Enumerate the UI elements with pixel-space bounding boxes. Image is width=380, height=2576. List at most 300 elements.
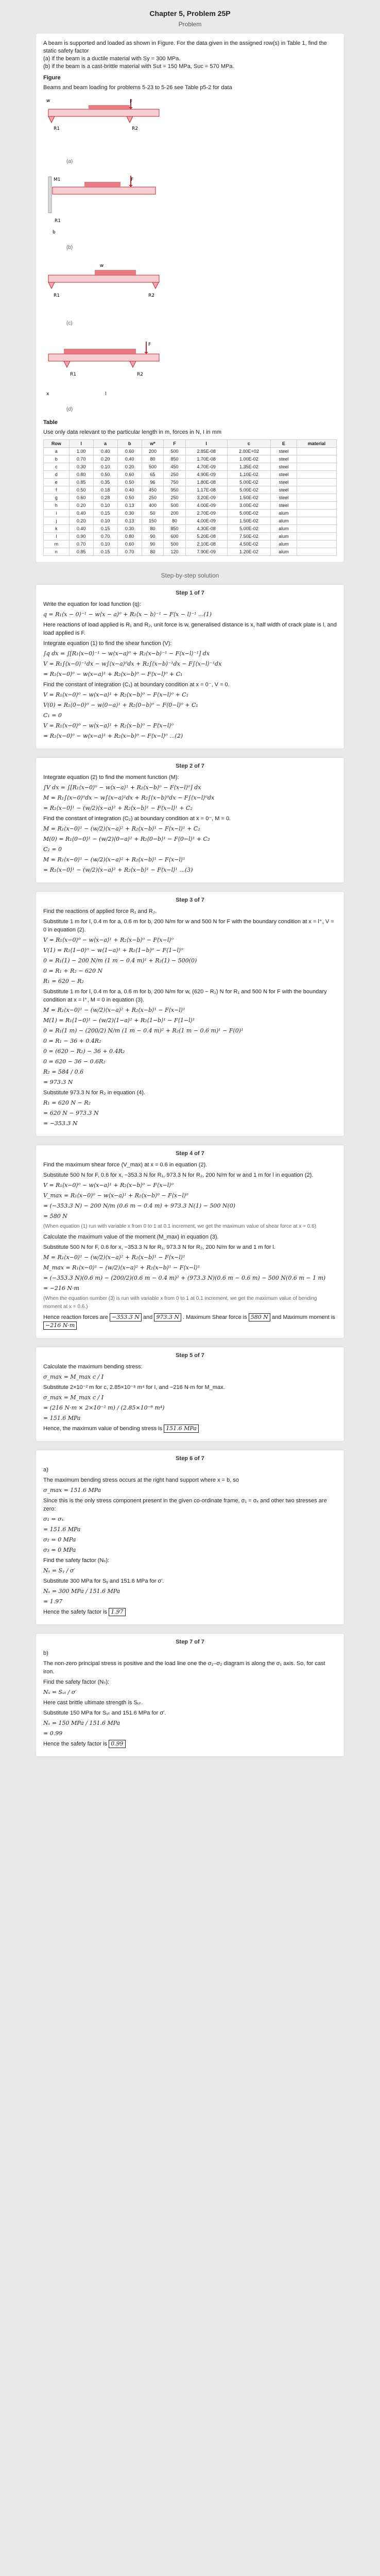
cell: 0.30 xyxy=(117,510,142,517)
step-5-heading: Step 5 of 7 xyxy=(176,1352,204,1359)
cell: 0.70 xyxy=(69,540,93,548)
step-6-line-11: Substitute 300 MPa for Sᵧ and 151.6 MPa for σ′. xyxy=(43,1578,164,1584)
cell: 0.10 xyxy=(93,517,117,525)
cell: a xyxy=(44,448,70,455)
step-4-line-8: Calculate the maximum value of the moment (M_max) in equation (3). xyxy=(43,1234,219,1240)
col-c: c xyxy=(227,440,271,448)
table-row xyxy=(44,455,337,463)
step-1-line-8: Find the constant of integration (C₁) at boundary condition at x = 0⁻, V = 0. xyxy=(43,682,230,688)
step-5-line-6: = 151.6 MPa xyxy=(43,1415,81,1421)
cell: 4.00E-09 xyxy=(185,502,227,510)
beam-b xyxy=(53,187,156,194)
step-6-line-10: Nₛ = Sᵧ / σ′ xyxy=(43,1567,75,1574)
cell: steel xyxy=(271,502,297,510)
step-2-line-8: C₂ = 0 xyxy=(43,846,62,853)
step-1-line-3: Here reactions of load applied is R₁ and R₂, unit force is w, generalised distance is x, half width of crack plate is l, and load applied is F. xyxy=(43,622,337,636)
label-b-b: b xyxy=(53,230,56,235)
solution-step-5 xyxy=(36,1347,344,1442)
label-F-a: F xyxy=(130,99,133,105)
col-E: E xyxy=(271,440,297,448)
cell: 0.70 xyxy=(93,533,117,540)
label-R1-d: R1 xyxy=(70,372,76,377)
cell: 2.70E-09 xyxy=(185,510,227,517)
distributed-load-a xyxy=(89,105,130,109)
cell: 450 xyxy=(142,486,164,494)
table-row xyxy=(44,525,337,533)
step-1-line-13: = R₁⟨x−0⟩⁰ − w⟨x−a⟩¹ + R₂⟨x−b⟩⁰ − F⟨x−l⟩⁰ ...(2) xyxy=(43,733,183,739)
step-6-line-3: σ_max = 151.6 MPa xyxy=(43,1487,101,1494)
cell: 1.10E-02 xyxy=(227,471,271,479)
step-6-line-13: = 1.97 xyxy=(43,1598,63,1605)
cell: 80 xyxy=(142,455,164,463)
step-6-line-1: a) xyxy=(43,1467,48,1473)
step-2-line-5: Find the constant of integration (C₂) at boundary condition at x = 0⁻, M = 0. xyxy=(43,816,231,822)
cell: 1.50E-02 xyxy=(227,517,271,525)
cell: m xyxy=(44,540,70,548)
step-4-result-shear-prefix: . Maximum Shear force is xyxy=(183,1314,247,1320)
figure-a-svg xyxy=(43,96,167,158)
result-moment-boxed: −216 N·m xyxy=(43,1321,77,1330)
step-2-line-9: M = R₁⟨x−0⟩¹ − (w/2)⟨x−a⟩² + R₂⟨x−b⟩¹ − F⟨x−l⟩¹ xyxy=(43,856,185,863)
step-7-line-1: b) xyxy=(43,1650,48,1656)
table-header-row xyxy=(44,440,337,448)
step-3-line-12: 0 = R₁ − 36 + 0.4R₂ xyxy=(43,1038,101,1044)
col-b: b xyxy=(117,440,142,448)
cell: 500 xyxy=(164,540,186,548)
step-5-result xyxy=(43,1425,337,1433)
cell: 1.80E-08 xyxy=(185,479,227,486)
step-7-line-3: Find the safety factor (Nₛ): xyxy=(43,1679,110,1685)
step-7-line-5: Here cast brittle ultimate strength is Sᵤₜ. xyxy=(43,1700,143,1706)
force-arrowhead-d xyxy=(144,352,148,354)
cell: c xyxy=(44,463,70,471)
cell: 0.80 xyxy=(69,471,93,479)
step-4-line-1: Find the maximum shear force (V_max) at x = 0.6 in equation (2). xyxy=(43,1162,208,1168)
step-4-line-13: = −216 N·m xyxy=(43,1285,79,1292)
cell xyxy=(297,455,336,463)
cell: n xyxy=(44,548,70,556)
step-3-line-19: = 620 N − 973.3 N xyxy=(43,1110,99,1116)
step-7-result xyxy=(43,1740,337,1748)
step-6-line-5: σ₁ = σₓ xyxy=(43,1516,64,1522)
step-3-line-1: Find the reactions of applied force R₁ and R₂. xyxy=(43,908,157,914)
cell xyxy=(297,540,336,548)
step-3-line-2: Substitute 1 m for l, 0.4 m for a, 0.6 m for b, 200 N/m for w and 500 N for F with the boundary condition at x = l⁺, V = 0 in equation (2). xyxy=(43,919,334,933)
table-row xyxy=(44,479,337,486)
step-4-result-prefix: Hence reaction forces are xyxy=(43,1314,108,1320)
cell: 0.20 xyxy=(69,517,93,525)
table-row xyxy=(44,533,337,540)
step-2-line-2: ∫V dx = ∫[R₁⟨x−0⟩⁰ − w⟨x−a⟩¹ + R₂⟨x−b⟩⁰ − F⟨x−l⟩⁰] dx xyxy=(43,784,201,791)
step-1-line-4: Integrate equation (1) to find the shear function (V): xyxy=(43,640,172,647)
cell: 0.70 xyxy=(117,548,142,556)
cell: 0.85 xyxy=(69,548,93,556)
result-bending-stress-boxed: 151.6 MPa xyxy=(164,1425,199,1433)
cell: 0.40 xyxy=(69,525,93,533)
cell: alum xyxy=(271,525,297,533)
step-2-line-4: = R₁⟨x−0⟩¹ − (w/2)⟨x−a⟩² + R₂⟨x−b⟩¹ − F⟨x−l⟩¹ + C₂ xyxy=(43,805,193,811)
step-6-result xyxy=(43,1608,337,1616)
cell xyxy=(297,486,336,494)
step-4-line-6: = 580 N xyxy=(43,1213,67,1219)
figure-b xyxy=(43,172,337,250)
cell: 400 xyxy=(142,502,164,510)
step-7-line-7: Nₛ = 150 MPa / 151.6 MPa xyxy=(43,1720,120,1726)
table-row xyxy=(44,540,337,548)
support-r2-c xyxy=(152,282,159,289)
cell: 1.00 xyxy=(69,448,93,455)
cell: 0.20 xyxy=(117,463,142,471)
cell: 50 xyxy=(142,510,164,517)
col-l: l xyxy=(69,440,93,448)
step-6-line-6: = 151.6 MPa xyxy=(43,1526,81,1533)
cell: i xyxy=(44,510,70,517)
step-3-line-10: M(1) = R₁⟨1−0⟩¹ − (w/2)⟨1−a⟩² + R₂⟨1−b⟩¹ − F⟨1−l⟩¹ xyxy=(43,1017,195,1024)
cell: 0.60 xyxy=(117,540,142,548)
cell: steel xyxy=(271,479,297,486)
table-body xyxy=(44,448,337,556)
cell: 1.70E-08 xyxy=(185,455,227,463)
cell xyxy=(297,548,336,556)
step-4-line-9: Substitute 500 N for F, 0.6 for x, −353.3 N for R₁, 973.3 N for R₂, 200 N/m for w and 1 m for l. xyxy=(43,1244,275,1250)
beam-d xyxy=(48,354,159,361)
solution-step-4 xyxy=(36,1145,344,1338)
figure-d xyxy=(43,333,337,412)
cell: 0.60 xyxy=(69,494,93,502)
step-4-result xyxy=(43,1313,337,1330)
figure-heading: Figure xyxy=(43,75,61,81)
cell: 250 xyxy=(164,471,186,479)
label-R2-d: R2 xyxy=(137,372,143,377)
figure-c xyxy=(43,258,337,326)
cell: 500 xyxy=(164,448,186,455)
solution-divider: Step-by-step solution xyxy=(161,572,219,579)
cell: 2.10E-08 xyxy=(185,540,227,548)
support-r1-c xyxy=(48,282,55,289)
cell: 0.10 xyxy=(93,502,117,510)
cell: 90 xyxy=(142,533,164,540)
cell: 1.20E-02 xyxy=(227,548,271,556)
step-1-line-12: V = R₁⟨x−0⟩⁰ − w⟨x−a⟩¹ + R₂⟨x−b⟩⁰ − F⟨x−l⟩⁰ xyxy=(43,722,174,729)
cell xyxy=(297,448,336,455)
cell: 0.18 xyxy=(93,486,117,494)
figure-caption: Beams and beam loading for problems 5-23 to 5-26 see Table p5-2 for data xyxy=(43,84,232,91)
cell: 4.50E-02 xyxy=(227,540,271,548)
cell: alum xyxy=(271,548,297,556)
support-r2-d xyxy=(130,361,136,367)
cell: 4.90E-09 xyxy=(185,471,227,479)
cell: steel xyxy=(271,455,297,463)
step-3-line-5: 0 = R₁(1) − 200 N/m (1 m − 0.4 m)¹ + R₂(1) − 500(0) xyxy=(43,957,197,964)
solution-step-1 xyxy=(36,584,344,749)
cell: 0.13 xyxy=(117,502,142,510)
figure-a xyxy=(43,96,337,164)
step-7-line-4: Nₛ = Sᵤₜ / σ′ xyxy=(43,1689,77,1696)
step-3-line-20: = −353.3 N xyxy=(43,1120,78,1127)
step-3-line-14: 0 = 620 − 36 − 0.6R₂ xyxy=(43,1058,106,1065)
cell: 0.60 xyxy=(117,448,142,455)
cell: 3.00E-02 xyxy=(227,502,271,510)
step-1-line-7: = R₁⟨x−0⟩⁰ − w⟨x−a⟩¹ + R₂⟨x−b⟩⁰ − F⟨x−l⟩⁰ + C₁ xyxy=(43,671,183,677)
solution-step-2 xyxy=(36,757,344,883)
figure-c-label: (c) xyxy=(66,320,73,326)
cell: steel xyxy=(271,486,297,494)
step-6-line-12: Nₛ = 300 MPa / 151.6 MPa xyxy=(43,1588,120,1595)
label-R2-c: R2 xyxy=(148,293,154,298)
step-4-line-14: (When the equation number (3) is run with variable x from 0 to 1 at 0.1 increment, we get the maximum value of bending moment at x = 0.6.) xyxy=(43,1296,317,1310)
cell: b xyxy=(44,455,70,463)
cell: alum xyxy=(271,517,297,525)
cell: 80 xyxy=(142,525,164,533)
label-w-c: w xyxy=(100,263,104,268)
table-heading: Table xyxy=(43,419,58,426)
step-1-line-9: V = R₁⟨x−0⟩⁰ − w⟨x−a⟩¹ + R₂⟨x−b⟩⁰ − F⟨x−l⟩⁰ + C₁ xyxy=(43,691,189,698)
step-3-line-16: = 973.3 N xyxy=(43,1079,73,1086)
step-3-line-4: V(1) = R₁⟨1−0⟩⁰ − w⟨1−a⟩¹ + R₂⟨1−b⟩⁰ − F⟨1−l⟩⁰ xyxy=(43,947,183,954)
cell: 1.17E-08 xyxy=(185,486,227,494)
page xyxy=(36,0,344,1792)
data-table xyxy=(43,439,337,556)
step-2-line-1: Integrate equation (2) to find the moment function (M): xyxy=(43,774,179,781)
step-6-line-9: Find the safety factor (Nₛ): xyxy=(43,1557,110,1564)
cell: 0.28 xyxy=(93,494,117,502)
table-row xyxy=(44,471,337,479)
problem-paragraph-1: A beam is supported and loaded as shown in Figure. For the data given in the assigned row(s) in Table 1, find the static safety factor xyxy=(43,40,327,54)
step-7-line-2: The non-zero principal stress is positive and the load line one the σ₁–σ₂ diagram is along the σ₁ axis. So, for cast iron. xyxy=(43,1660,325,1675)
step-3-line-6: 0 = R₁ + R₂ − 620 N xyxy=(43,968,103,974)
cell: 450 xyxy=(164,463,186,471)
figure-c-svg xyxy=(43,258,167,319)
cell: 0.20 xyxy=(93,455,117,463)
cell: 750 xyxy=(164,479,186,486)
cell: 200 xyxy=(142,448,164,455)
cell xyxy=(297,533,336,540)
table-note: Use only data relevant to the particular length in m, forces in N, I in mm xyxy=(43,429,222,435)
col-F: F xyxy=(164,440,186,448)
step-1-line-1: Write the equation for load function (q): xyxy=(43,601,141,607)
step-7-line-6: Substitute 150 MPa for Sᵤₜ and 151.6 MPa for σ′. xyxy=(43,1710,166,1716)
label-R1-c: R1 xyxy=(54,293,60,298)
table-row xyxy=(44,463,337,471)
label-l-d: l xyxy=(105,392,107,397)
col-w: w* xyxy=(142,440,164,448)
step-2-line-6: M = R₁⟨x−0⟩¹ − (w/2)⟨x−a⟩² + R₂⟨x−b⟩¹ − F⟨x−l⟩¹ + C₂ xyxy=(43,825,200,832)
cell: j xyxy=(44,517,70,525)
result-safety-factor-b-boxed: 0.99 xyxy=(109,1740,126,1748)
cell xyxy=(297,525,336,533)
result-r2-boxed: 973.3 N xyxy=(154,1313,181,1321)
step-2-line-7: M(0) = R₁⟨0−0⟩¹ − (w/2)⟨0−a⟩² + R₂⟨0−b⟩¹ − F⟨0−l⟩¹ + C₂ xyxy=(43,836,210,842)
figure-a-label: (a) xyxy=(66,159,73,164)
cell: 0.15 xyxy=(93,548,117,556)
distributed-load-c xyxy=(95,270,136,275)
step-4-line-11: M_max = R₁⟨x−0⟩¹ − (w/2)⟨x−a⟩² + R₂⟨x−b⟩¹ − F⟨x−l⟩¹ xyxy=(43,1264,200,1271)
cell xyxy=(297,471,336,479)
solution-step-3 xyxy=(36,891,344,1137)
step-5-result-prefix: Hence, the maximum value of bending stress is xyxy=(43,1426,163,1432)
force-arrowhead-b xyxy=(129,185,133,187)
cell: 7.50E-02 xyxy=(227,533,271,540)
cell: f xyxy=(44,486,70,494)
step-1-line-5: ∫q dx = ∫[R₁⟨x−0⟩⁻¹ − w⟨x−a⟩⁰ + R₂⟨x−b⟩⁻¹ − F⟨x−l⟩⁻¹] dx xyxy=(43,650,210,657)
col-row: Row xyxy=(44,440,70,448)
step-3-line-18: R₁ = 620 N − R₂ xyxy=(43,1099,91,1106)
step-5-line-3: Substitute 2×10⁻² m for c, 2.85×10⁻⁸ m⁴ for I, and −216 N·m for M_max. xyxy=(43,1384,225,1391)
problem-subtitle: Problem xyxy=(178,21,202,28)
cell: 96 xyxy=(142,479,164,486)
cell: 5.00E-02 xyxy=(227,479,271,486)
cell: 90 xyxy=(142,540,164,548)
cell: 4.00E-09 xyxy=(185,517,227,525)
step-4-heading: Step 4 of 7 xyxy=(176,1150,204,1157)
cell: 150 xyxy=(142,517,164,525)
step-3-line-11: 0 = R₁(1 m) − (200/2) N/m (1 m − 0.4 m)² + R₂(1 m − 0.6 m)¹ − F(0)¹ xyxy=(43,1027,244,1034)
table-row xyxy=(44,502,337,510)
problem-paragraph-2: (a) if the beam is a ductile material with Sy = 300 MPa. xyxy=(43,56,181,62)
figure-b-svg xyxy=(43,172,167,244)
wall-b xyxy=(48,177,51,213)
support-r2-a xyxy=(127,116,133,123)
label-M1-b: M1 xyxy=(54,177,61,182)
table-row xyxy=(44,494,337,502)
cell: 0.35 xyxy=(93,479,117,486)
cell: 250 xyxy=(142,494,164,502)
step-5-line-5: = (216 N·m × 2×10⁻² m) / (2.85×10⁻⁸ m⁴) xyxy=(43,1404,165,1411)
cell: h xyxy=(44,502,70,510)
support-r1-a xyxy=(48,116,55,123)
cell: 950 xyxy=(164,486,186,494)
cell: 0.40 xyxy=(69,510,93,517)
cell: 5.00E-02 xyxy=(227,486,271,494)
cell: 500 xyxy=(164,502,186,510)
cell: 0.40 xyxy=(117,486,142,494)
label-R1-a: R1 xyxy=(54,126,60,131)
cell: 0.40 xyxy=(93,448,117,455)
table-row xyxy=(44,510,337,517)
cell xyxy=(297,479,336,486)
step-4-line-7: (When equation (1) run with variable x from 0 to 1 at 0.1 increment, we get the maximum value of shear force at x = 0.6) xyxy=(43,1224,316,1229)
cell: 2.85E-08 xyxy=(185,448,227,455)
step-7-result-prefix: Hence the safety factor is xyxy=(43,1741,108,1747)
cell: 3.20E-09 xyxy=(185,494,227,502)
label-F-d: F xyxy=(148,342,151,347)
cell xyxy=(297,517,336,525)
step-3-line-17: Substitute 973.3 N for R₂ in equation (4). xyxy=(43,1090,146,1096)
step-4-line-2: Substitute 500 N for F, 0.6 for x, −353.3 N for R₁, 973.3 N for R₂, 200 N/m for w and 1 m for l in equation (2). xyxy=(43,1172,314,1178)
step-6-line-7: σ₂ = 0 MPa xyxy=(43,1536,76,1543)
step-3-line-15: R₂ = 584 / 0.6 xyxy=(43,1069,84,1075)
cell: 200 xyxy=(164,510,186,517)
support-r1-d xyxy=(64,361,70,367)
figure-set xyxy=(43,96,337,412)
cell xyxy=(297,510,336,517)
step-1-heading: Step 1 of 7 xyxy=(176,590,204,596)
bottom-spacer xyxy=(36,1765,344,1786)
result-r1-boxed: −353.3 N xyxy=(110,1313,142,1321)
cell: 5.20E-08 xyxy=(185,533,227,540)
solution-step-7 xyxy=(36,1633,344,1757)
cell xyxy=(297,502,336,510)
cell: l xyxy=(44,533,70,540)
cell: d xyxy=(44,471,70,479)
solution-step-6 xyxy=(36,1450,344,1625)
cell: 0.90 xyxy=(69,533,93,540)
cell: 500 xyxy=(142,463,164,471)
step-5-line-4: σ_max = M_max c / I xyxy=(43,1394,104,1401)
step-1-line-6: V = R₁∫⟨x−0⟩⁻¹dx − w∫⟨x−a⟩⁰dx + R₂∫⟨x−b⟩⁻¹dx − F∫⟨x−l⟩⁻¹dx xyxy=(43,660,222,667)
step-2-line-3: M = R₁∫⟨x−0⟩⁰dx − w∫⟨x−a⟩¹dx + R₂∫⟨x−b⟩⁰dx − F∫⟨x−l⟩⁰dx xyxy=(43,794,215,801)
col-a: a xyxy=(93,440,117,448)
step-5-line-1: Calculate the maximum bending stress: xyxy=(43,1364,143,1370)
cell: alum xyxy=(271,533,297,540)
step-6-line-2: The maximum bending stress occurs at the right hand support where x = b, so xyxy=(43,1477,239,1483)
step-6-result-prefix: Hence the safety factor is xyxy=(43,1609,108,1615)
step-2-line-10: = R₁⟨x−0⟩¹ − (w/2)⟨x−a⟩² + R₂⟨x−b⟩¹ − F⟨x−l⟩¹ ...(3) xyxy=(43,867,193,873)
cell: 1.35E-02 xyxy=(227,463,271,471)
step-7-line-8: = 0.99 xyxy=(43,1730,63,1737)
distributed-load-b xyxy=(84,182,120,187)
step-4-result-moment-prefix: and Maximum moment is xyxy=(271,1314,335,1320)
step-4-line-4: V_max = R₁⟨x−0⟩⁰ − w⟨x−a⟩¹ + R₂⟨x−b⟩⁰ − F⟨x−l⟩⁰ xyxy=(43,1192,188,1199)
label-F-b: F xyxy=(131,177,134,182)
step-2-heading: Step 2 of 7 xyxy=(176,763,204,769)
cell: 0.70 xyxy=(69,455,93,463)
cell: 0.15 xyxy=(93,510,117,517)
step-4-line-3: V = R₁⟨x−0⟩⁰ − w⟨x−a⟩¹ + R₂⟨x−b⟩⁰ − F⟨x−l⟩⁰ xyxy=(43,1182,174,1189)
step-5-line-2: σ_max = M_max c / I xyxy=(43,1374,104,1380)
step-1-line-10: V(0) = R₁⟨0−0⟩⁰ − w⟨0−a⟩¹ + R₂⟨0−b⟩⁰ − F⟨0−l⟩⁰ + C₁ xyxy=(43,702,198,708)
chapter-title: Chapter 5, Problem 25P xyxy=(149,9,231,18)
beam-a xyxy=(48,109,159,116)
step-6-heading: Step 6 of 7 xyxy=(176,1455,204,1462)
step-4-line-12: = (−353.3 N)(0.6 m) − (200/2)(0.6 m − 0.4 m)² + (973.3 N)(0.6 m − 0.6 m) − 500 N(0.6 m − 1 m) xyxy=(43,1275,326,1281)
cell: 0.50 xyxy=(117,494,142,502)
problem-card xyxy=(36,33,344,563)
col-I: I xyxy=(185,440,227,448)
cell: 0.50 xyxy=(117,479,142,486)
cell: 0.50 xyxy=(69,486,93,494)
cell: 0.30 xyxy=(69,463,93,471)
step-4-result-and: and xyxy=(143,1314,153,1320)
cell: steel xyxy=(271,448,297,455)
cell: 0.80 xyxy=(117,533,142,540)
cell: 600 xyxy=(164,533,186,540)
cell: 5.00E-02 xyxy=(227,525,271,533)
cell: 0.10 xyxy=(93,463,117,471)
cell: 7.90E-09 xyxy=(185,548,227,556)
step-3-heading: Step 3 of 7 xyxy=(176,897,204,903)
figure-d-label: (d) xyxy=(66,406,73,412)
cell: 0.10 xyxy=(93,540,117,548)
step-1-line-11: C₁ = 0 xyxy=(43,712,62,719)
cell: 850 xyxy=(164,525,186,533)
table-row xyxy=(44,486,337,494)
step-3-line-7: R₁ = 620 − R₂ xyxy=(43,978,84,985)
cell xyxy=(297,463,336,471)
cell: steel xyxy=(271,471,297,479)
step-3-line-9: M = R₁⟨x−0⟩¹ − (w/2)⟨x−a⟩² + R₂⟨x−b⟩¹ − F⟨x−l⟩¹ xyxy=(43,1007,185,1013)
table-row xyxy=(44,448,337,455)
cell: steel xyxy=(271,494,297,502)
col-material: material xyxy=(297,440,336,448)
cell: 0.40 xyxy=(117,455,142,463)
label-x-d: x xyxy=(46,392,49,397)
step-1-line-2: q = R₁⟨x − 0⟩⁻¹ − w⟨x − a⟩⁰ + R₂⟨x − b⟩⁻¹ − F⟨x − l⟩⁻¹ ...(1) xyxy=(43,611,212,618)
cell: 2.00E+02 xyxy=(227,448,271,455)
result-safety-factor-a-boxed: 1.97 xyxy=(109,1608,126,1616)
cell: k xyxy=(44,525,70,533)
cell: steel xyxy=(271,463,297,471)
